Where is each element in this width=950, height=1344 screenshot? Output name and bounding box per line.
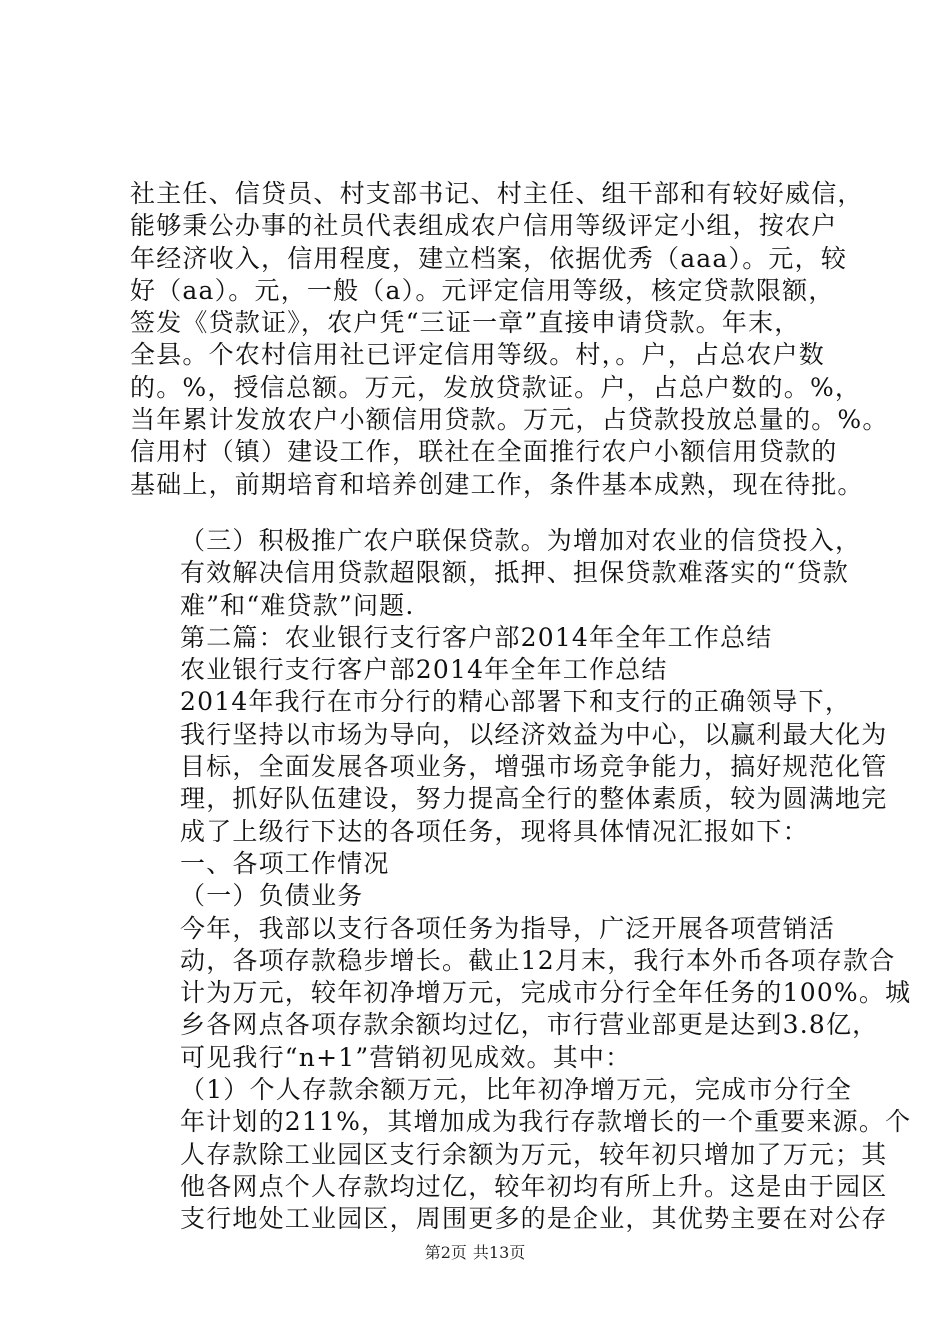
text-line: 当年累计发放农户小额信用贷款。万元，占贷款投放总量的。%。 (130, 405, 889, 435)
text-line: 能够秉公办事的社员代表组成农户信用等级评定小组，按农户 (130, 211, 838, 241)
text-line: 目标，全面发展各项业务，增强市场竞争能力，搞好规范化管 (180, 752, 888, 782)
text-line: 基础上，前期培育和培养创建工作，条件基本成熟，现在待批。 (130, 469, 864, 499)
page-footer (0, 1243, 950, 1263)
text-line: 社主任、信贷员、村支部书记、村主任、组干部和有较好威信， (130, 179, 864, 208)
text-line: 我行坚持以市场为导向，以经济效益为中心，以赢利最大化为 (180, 719, 888, 749)
page-total: 共13页 (472, 1243, 526, 1262)
text-line: 2014年我行在市分行的精心部署下和支行的正确领导下， (180, 687, 852, 717)
paragraph (130, 686, 888, 847)
text-line: 好（aa）。元，一般（a）。元评定信用等级，核定贷款限额， (130, 275, 835, 305)
paragraph (130, 654, 850, 686)
page-number: 第2页 (424, 1243, 467, 1262)
text-line: 动，各项存款稳步增长。截止12月末，我行本外币各项存款合 (180, 945, 896, 975)
paragraph (130, 1074, 912, 1235)
text-line: 人存款除工业园区支行余额为万元，较年初只增加了万元；其 (180, 1139, 888, 1169)
paragraph (130, 913, 912, 1074)
text-line: 第二篇：农业银行支行客户部2014年全年工作总结 (180, 622, 773, 652)
text-line: （一）负债业务 (180, 881, 364, 911)
text-line: 信用村（镇）建设工作，联社在全面推行农户小额信用贷款的 (130, 437, 838, 467)
paragraph (130, 622, 850, 654)
text-line: 支行地处工业园区，周围更多的是企业，其优势主要在对公存 (180, 1204, 888, 1234)
text-line: 有效解决信用贷款超限额，抵押、担保贷款难落实的“贷款 (180, 558, 849, 588)
text-line: 年计划的211%，其增加成为我行存款增长的一个重要来源。个 (180, 1107, 912, 1137)
text-line: 的。%，授信总额。万元，发放贷款证。户，占总户数的。%， (130, 372, 862, 402)
text-line: （1）个人存款余额万元，比年初净增万元，完成市分行全 (180, 1075, 853, 1105)
paragraph (130, 848, 850, 880)
text-line: 难”和“难贷款”问题. (180, 590, 415, 620)
text-line: 一、各项工作情况 (180, 848, 390, 878)
text-line: 成了上级行下达的各项任务，现将具体情况汇报如下： (180, 816, 809, 846)
text-line: 今年，我部以支行各项任务为指导，广泛开展各项营销活 (180, 913, 836, 943)
paragraph (130, 880, 850, 912)
text-line: 年经济收入，信用程度，建立档案，依据优秀（aaa）。元，较 (130, 243, 848, 273)
text-line: 全县。个农村信用社已评定信用等级。村，。户，占总农户数 (130, 340, 825, 370)
document-body (130, 178, 912, 1236)
text-line: 农业银行支行客户部2014年全年工作总结 (180, 655, 668, 685)
text-line: 计为万元，较年初净增万元，完成市分行全年任务的100%。城 (180, 978, 912, 1008)
text-line: 签发《贷款证》，农户凭“三证一章”直接申请贷款。年末， (130, 308, 801, 338)
paragraph (130, 178, 889, 501)
text-line: （三）积极推广农户联保贷款。为增加对农业的信贷投入， (180, 525, 862, 555)
text-line: 乡各网点各项存款余额均过亿，市行营业部更是达到3.8亿， (180, 1010, 879, 1040)
text-line: 可见我行“n+1”营销初见成效。其中： (180, 1042, 632, 1072)
paragraph (130, 525, 862, 622)
text-line: 他各网点个人存款均过亿，较年初均有所上升。这是由于园区 (180, 1171, 888, 1201)
text-line: 理，抓好队伍建设，努力提高全行的整体素质，较为圆满地完 (180, 784, 888, 814)
